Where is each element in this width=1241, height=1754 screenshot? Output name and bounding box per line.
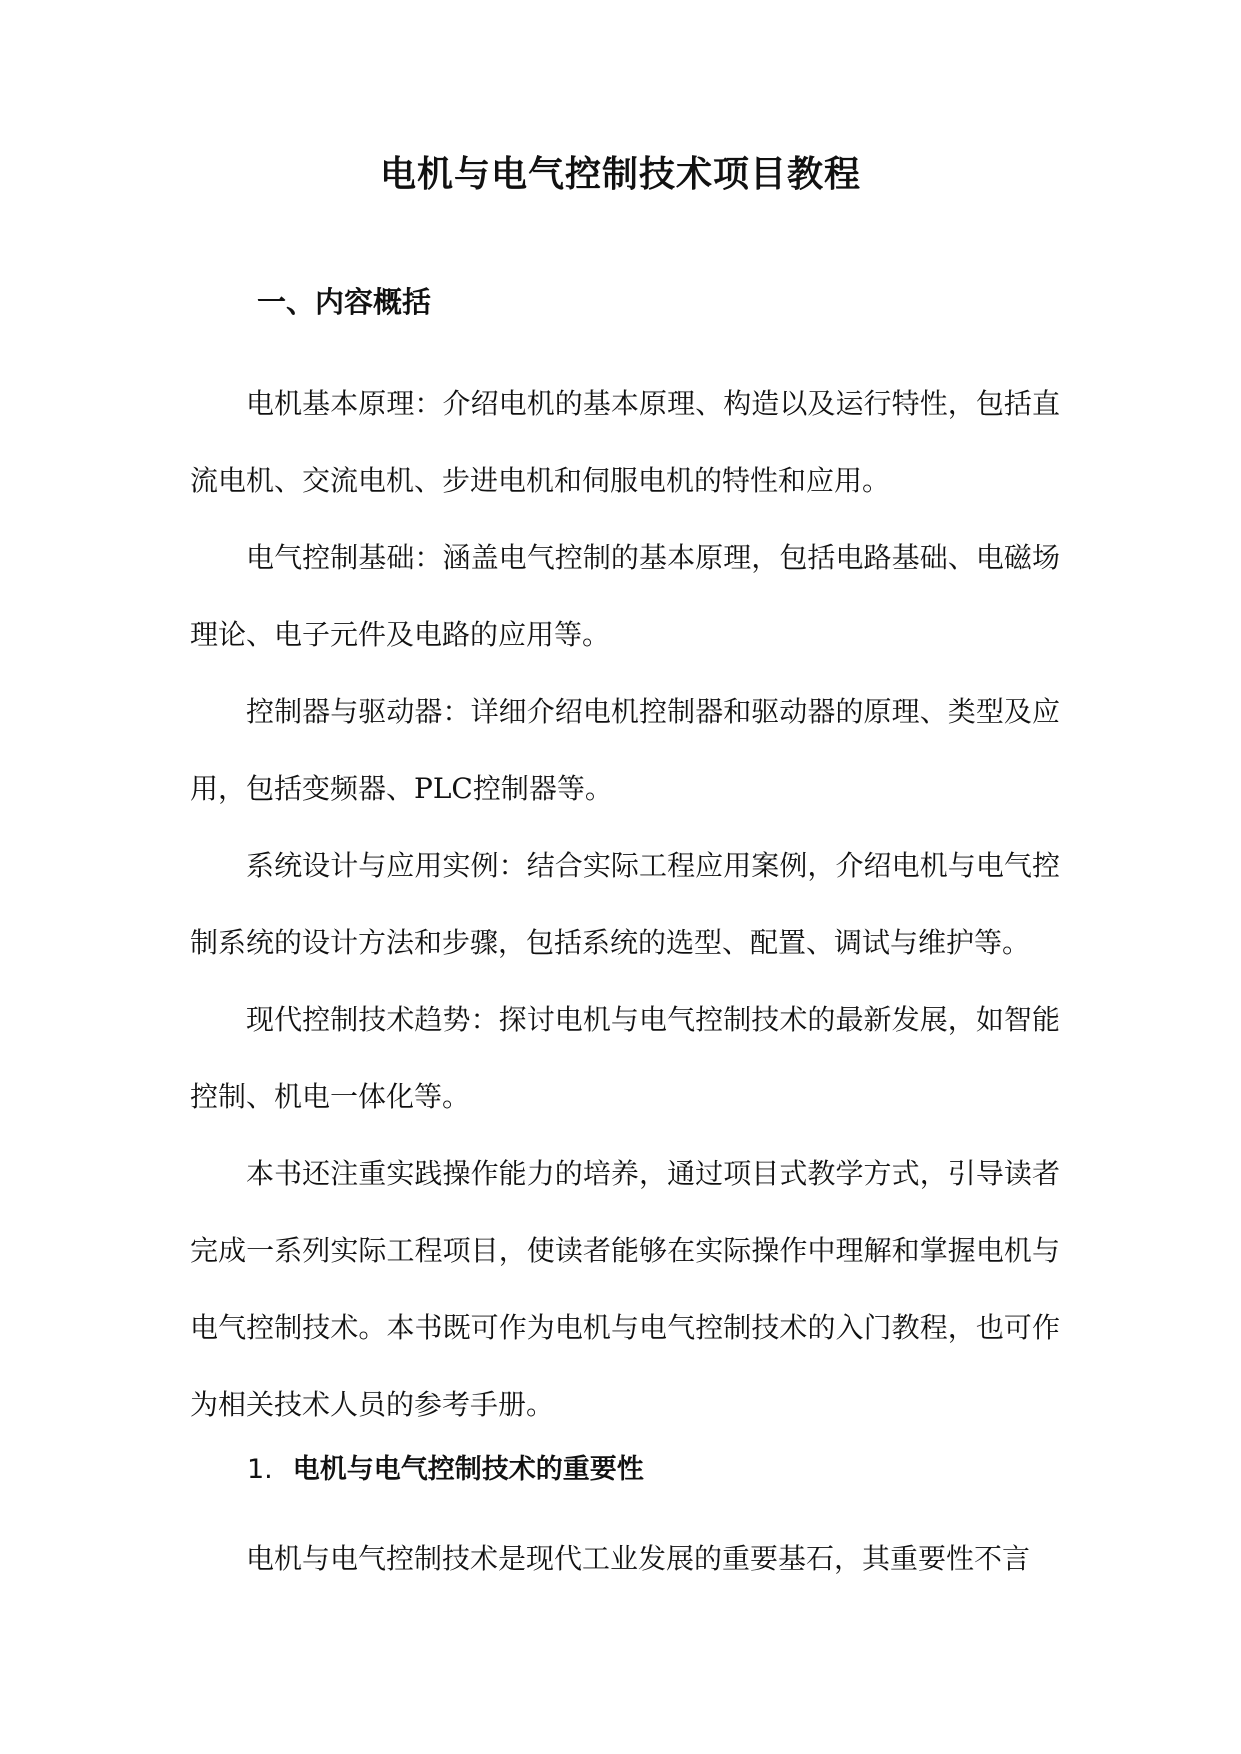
subsection-number: 1. <box>247 1454 273 1485</box>
paragraph-modern-trends: 现代控制技术趋势：探讨电机与电气控制技术的最新发展，如智能控制、机电一体化等。 <box>190 1003 1060 1113</box>
paragraph-controllers-drivers: 控制器与驱动器：详细介绍电机控制器和驱动器的原理、类型及应用，包括变频器、PLC控制器等。 <box>190 695 1060 805</box>
paragraph-importance: 电机与电气控制技术是现代工业发展的重要基石，其重要性不言 <box>246 1542 1031 1575</box>
paragraph-system-design: 系统设计与应用实例：结合实际工程应用案例，介绍电机与电气控制系统的设计方法和步骤，包括系统的选型、配置、调试与维护等。 <box>190 849 1060 959</box>
subsection-heading-text: 电机与电气控制技术的重要性 <box>292 1454 644 1485</box>
section-heading-content-summary: 一、内容概括 <box>257 285 432 319</box>
section-body <box>190 365 1060 1443</box>
paragraph-book-practice: 本书还注重实践操作能力的培养，通过项目式教学方式，引导读者完成一系列实际工程项目，使读者能够在实际操作中理解和掌握电机与电气控制技术。本书既可作为电机与电气控制技术的入门教程，也可作为相关技术人员的参考手册。 <box>190 1157 1060 1421</box>
paragraph-electrical-control-basics: 电气控制基础：涵盖电气控制的基本原理，包括电路基础、电磁场理论、电子元件及电路的应用等。 <box>190 541 1060 651</box>
subsection-heading-importance <box>247 1450 644 1490</box>
paragraph-motor-principles: 电机基本原理：介绍电机的基本原理、构造以及运行特性，包括直流电机、交流电机、步进电机和伺服电机的特性和应用。 <box>190 387 1060 497</box>
document-title: 电机与电气控制技术项目教程 <box>379 154 861 195</box>
